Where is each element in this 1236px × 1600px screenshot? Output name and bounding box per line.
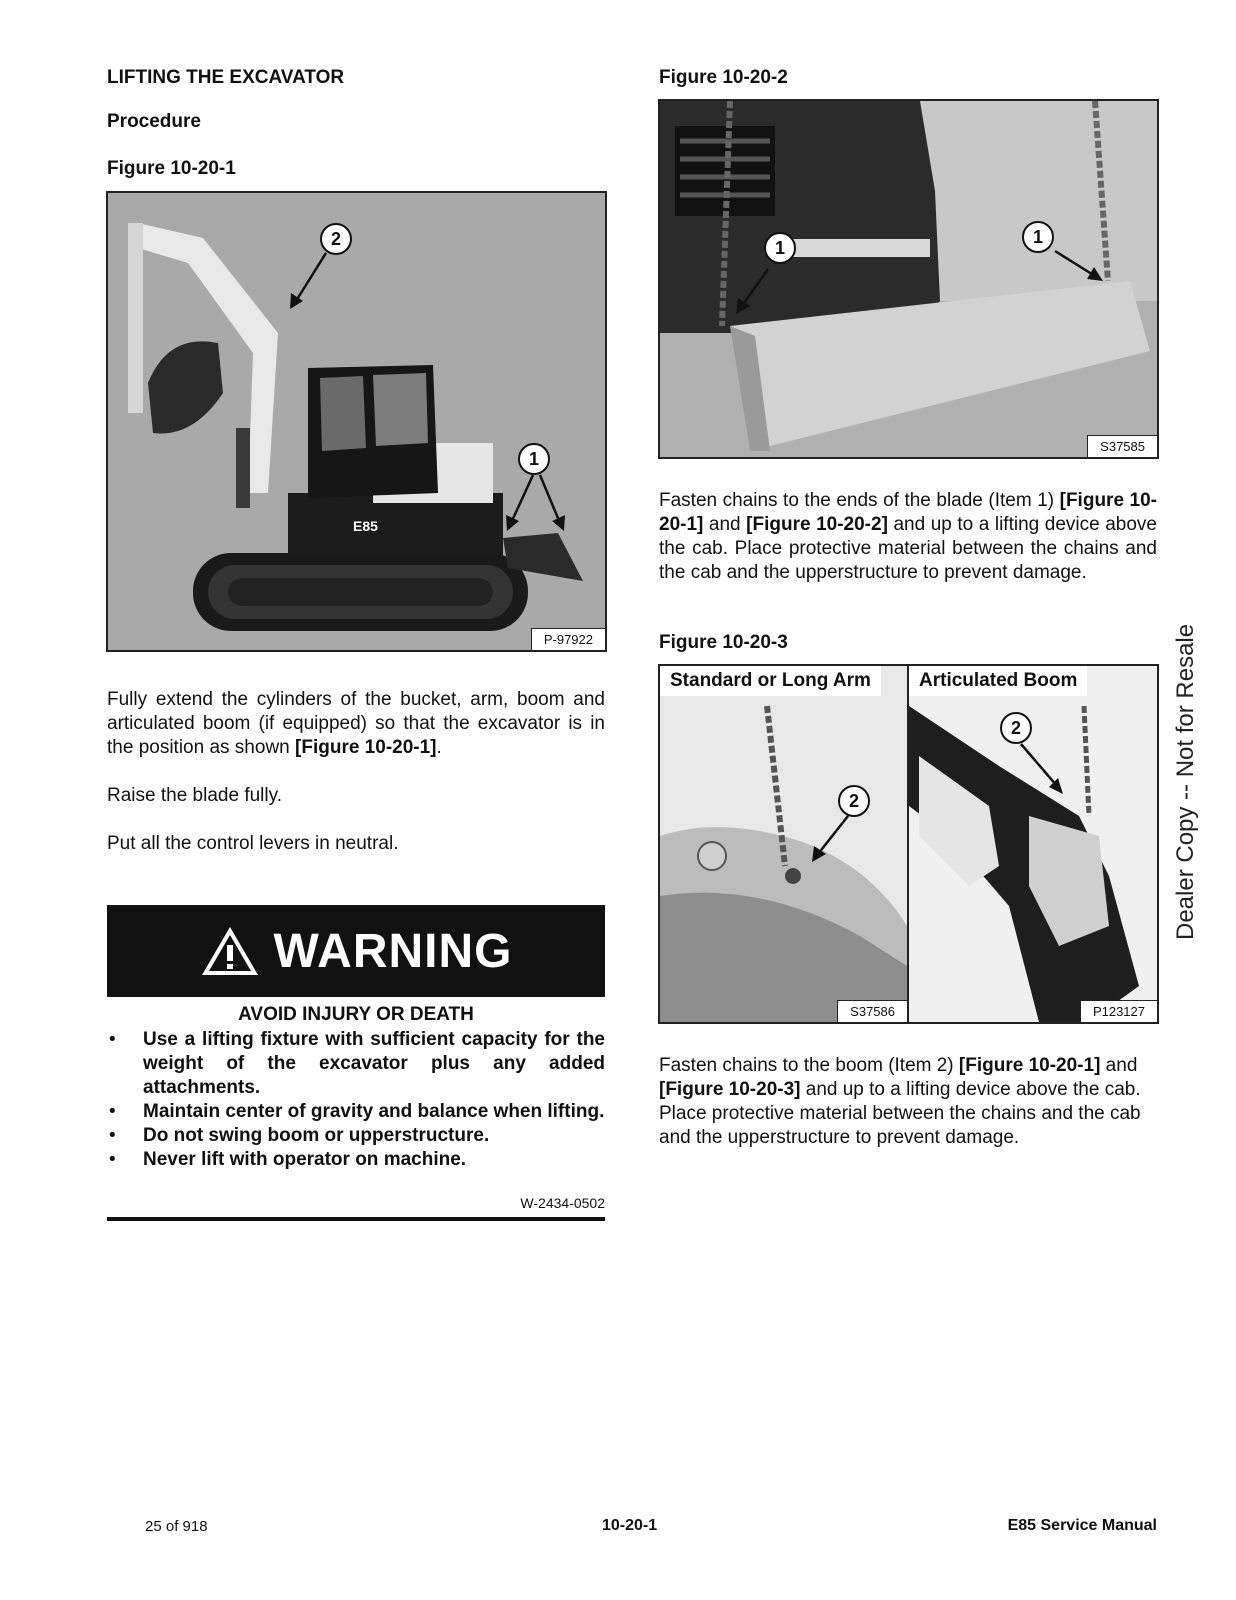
warning-triangle-icon <box>200 925 260 977</box>
boom-chain-paragraph: Fasten chains to the boom (Item 2) [Figure 10-20-1] and [Figure 10-20-3] and up to a lifting device above the cab. Place protective material between the chains and the cab and the upperstructure to prevent damage. <box>659 1055 1141 1148</box>
callout-2: 2 <box>1000 712 1032 744</box>
callout-1: 1 <box>518 443 550 475</box>
figure-1-photo <box>106 191 607 652</box>
callout-2: 2 <box>838 785 870 817</box>
warning-item: • Never lift with operator on machine. <box>107 1148 605 1172</box>
callout-2: 2 <box>320 223 352 255</box>
figure-3-photo <box>658 664 1159 1024</box>
instruction-paragraph-2: Raise the blade fully. <box>107 785 282 806</box>
figure-reference: [Figure 10-20-1] <box>659 490 1157 535</box>
callout-1: 1 <box>1022 221 1054 253</box>
subsection-title: Procedure <box>107 111 201 132</box>
warning-rule <box>107 1217 605 1221</box>
figure-3-left-panel <box>660 666 909 1022</box>
figure-2-photo <box>658 99 1159 459</box>
warning-heading: AVOID INJURY OR DEATH <box>238 1004 474 1025</box>
instruction-paragraph-3: Put all the control levers in neutral. <box>107 833 399 854</box>
figure-reference: [Figure 10-20-3] <box>659 1079 801 1100</box>
warning-title: WARNING <box>273 924 513 978</box>
figure-1-caption: Figure 10-20-1 <box>107 158 236 179</box>
warning-item: • Maintain center of gravity and balance when lifting. <box>107 1100 605 1124</box>
figure-2-caption: Figure 10-20-2 <box>659 67 788 88</box>
warning-item: • Do not swing boom or upperstructure. <box>107 1124 605 1148</box>
boom-chain-illustration <box>660 666 907 1022</box>
photo-id: S37586 <box>837 1000 907 1022</box>
callout-1: 1 <box>764 232 796 264</box>
standard-arm-label: Standard or Long Arm <box>660 666 881 696</box>
section-title: LIFTING THE EXCAVATOR <box>107 67 345 88</box>
photo-id: S37585 <box>1087 435 1157 457</box>
photo-id: P-97922 <box>531 628 605 650</box>
page-number: 10-20-1 <box>602 1517 658 1534</box>
figure-3-right-panel <box>909 666 1157 1022</box>
figure-reference: [Figure 10-20-1] <box>958 1055 1101 1076</box>
dealer-copy-watermark: Dealer Copy -- Not for Resale <box>1172 623 1199 940</box>
figure-reference: [Figure 10-20-2] <box>746 514 888 535</box>
photo-id: P123127 <box>1080 1000 1157 1022</box>
figure-3-caption: Figure 10-20-3 <box>659 632 788 653</box>
articulated-boom-label: Articulated Boom <box>909 666 1087 696</box>
model-label: E85 <box>353 518 378 534</box>
manual-title: E85 Service Manual <box>1007 1517 1157 1534</box>
instruction-paragraph-1: Fully extend the cylinders of the bucket, arm, boom and articulated boom (if equipped) so that the excavator is in the position as shown [Figure 10-20-1]. <box>107 689 605 758</box>
page-count: 25 of 918 <box>145 1518 208 1535</box>
warning-item: • Use a lifting fixture with sufficient capacity for the weight of the excavator plus any added attachments. <box>107 1028 605 1100</box>
figure-reference: [Figure 10-20-1] <box>295 737 437 758</box>
warning-banner <box>107 905 605 997</box>
warning-code: W-2434-0502 <box>520 1195 605 1211</box>
warning-list <box>107 1028 605 1172</box>
blade-chain-paragraph: Fasten chains to the ends of the blade (Item 1) [Figure 10-20-1] and [Figure 10-20-2] and up to a lifting device above the cab. Place protective material between the chains and the cab and the upperstructure to prevent damage. <box>659 490 1157 583</box>
blade-chain-illustration <box>660 101 1157 457</box>
excavator-illustration <box>108 193 605 650</box>
articulated-boom-illustration <box>909 666 1157 1022</box>
